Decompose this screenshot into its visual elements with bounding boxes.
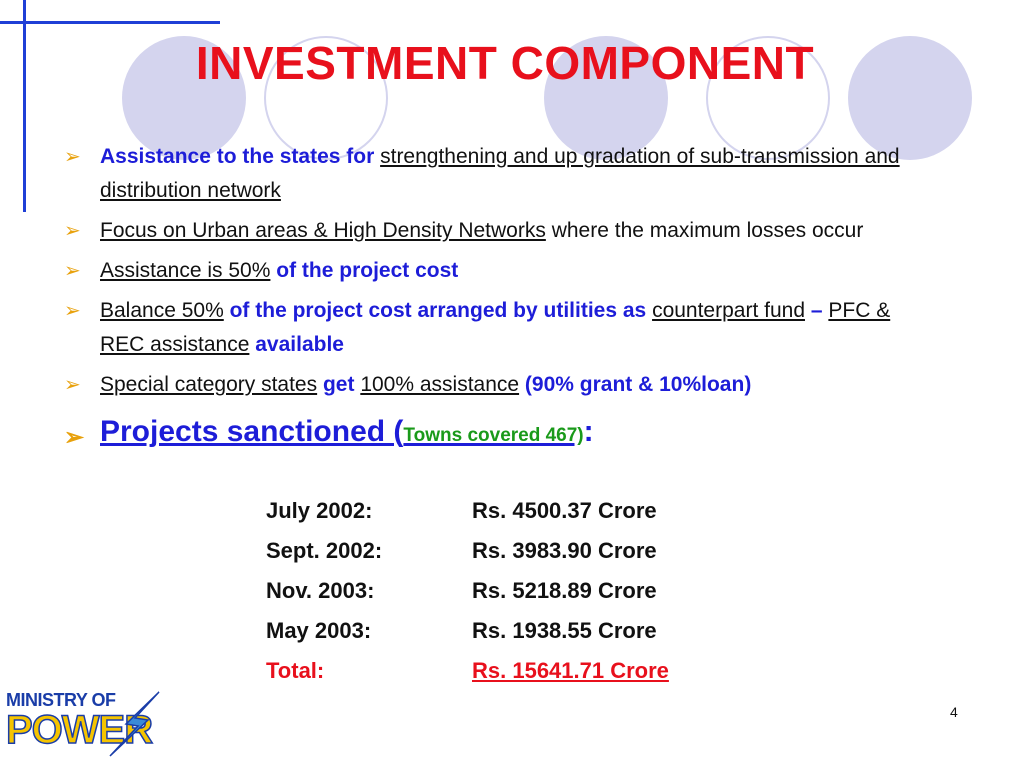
page-number: 4 bbox=[950, 704, 958, 720]
logo-text-line2: POWER bbox=[6, 708, 153, 752]
sanction-date: Sept. 2002: bbox=[266, 538, 383, 563]
sanction-row bbox=[266, 532, 766, 572]
bullet-text: Assistance is 50% bbox=[100, 259, 271, 282]
bullet-text: PFC & REC assistance bbox=[100, 299, 891, 356]
bullet-text: get bbox=[322, 373, 355, 396]
bullet-text: available bbox=[255, 333, 344, 356]
slide-title: INVESTMENT COMPONENT bbox=[195, 37, 815, 89]
ministry-of-power-logo bbox=[6, 690, 156, 760]
arrow-bullet-icon: ➢ bbox=[64, 374, 81, 396]
bullet-item bbox=[64, 294, 924, 362]
sanction-total-row bbox=[266, 652, 766, 692]
bullet-text: 100% assistance bbox=[360, 373, 520, 396]
bullet-item bbox=[64, 368, 924, 402]
sanction-amount: Rs. 1938.55 Crore bbox=[472, 618, 657, 643]
sanction-amount: Rs. 5218.89 Crore bbox=[472, 578, 657, 603]
bullet-item bbox=[64, 254, 924, 288]
sanction-row bbox=[266, 492, 766, 532]
bullet-text: of the project cost bbox=[276, 259, 459, 282]
bullet-colon: : bbox=[583, 415, 594, 448]
bullet-item-projects bbox=[64, 408, 924, 460]
bullet-item bbox=[64, 214, 924, 248]
sanction-row bbox=[266, 572, 766, 612]
bullet-text: Assistance to the states for bbox=[100, 145, 375, 168]
arrow-bullet-icon: ➢ bbox=[64, 146, 81, 168]
sanction-amount: Rs. 3983.90 Crore bbox=[472, 538, 657, 563]
sanction-amount: Rs. 4500.37 Crore bbox=[472, 498, 657, 523]
bullet-text: of the project cost arranged by utilities as bbox=[229, 299, 647, 322]
sanction-date: July 2002: bbox=[266, 498, 373, 523]
sanction-date: Nov. 2003: bbox=[266, 578, 375, 603]
sanction-table bbox=[266, 492, 766, 692]
arrow-bullet-icon: ➢ bbox=[64, 300, 81, 322]
total-amount: Rs. 15641.71 Crore bbox=[472, 658, 669, 683]
bullet-item bbox=[64, 140, 924, 208]
bullet-text: (90% grant & 10%loan) bbox=[524, 373, 752, 396]
bullet-list bbox=[64, 140, 924, 466]
bullet-text: – bbox=[810, 299, 823, 322]
bullet-heading: Projects sanctioned (Towns covered 467) bbox=[100, 415, 584, 448]
bullet-text: where the maximum losses occur bbox=[551, 219, 864, 242]
arrow-bullet-icon: ➢ bbox=[64, 424, 85, 451]
bullet-text: Special category states bbox=[100, 373, 318, 396]
lightning-bolt-icon bbox=[104, 690, 164, 760]
bullet-text: Balance 50% bbox=[100, 299, 224, 322]
arrow-bullet-icon: ➢ bbox=[64, 260, 81, 282]
towns-covered-text: Towns covered 467) bbox=[403, 425, 584, 446]
sanction-date: May 2003: bbox=[266, 618, 372, 643]
decor-vertical-line bbox=[23, 0, 26, 212]
arrow-bullet-icon: ➢ bbox=[64, 220, 81, 242]
bullet-text: counterpart fund bbox=[652, 299, 805, 322]
bullet-text: Focus on Urban areas & High Density Networks bbox=[100, 219, 546, 242]
logo-text-line1: MINISTRY OF bbox=[6, 690, 116, 710]
bullet-text: strengthening and up gradation of sub-transmission and distribution network bbox=[100, 145, 900, 202]
sanction-row bbox=[266, 612, 766, 652]
total-label: Total: bbox=[266, 658, 325, 683]
decor-horizontal-line bbox=[0, 21, 220, 24]
